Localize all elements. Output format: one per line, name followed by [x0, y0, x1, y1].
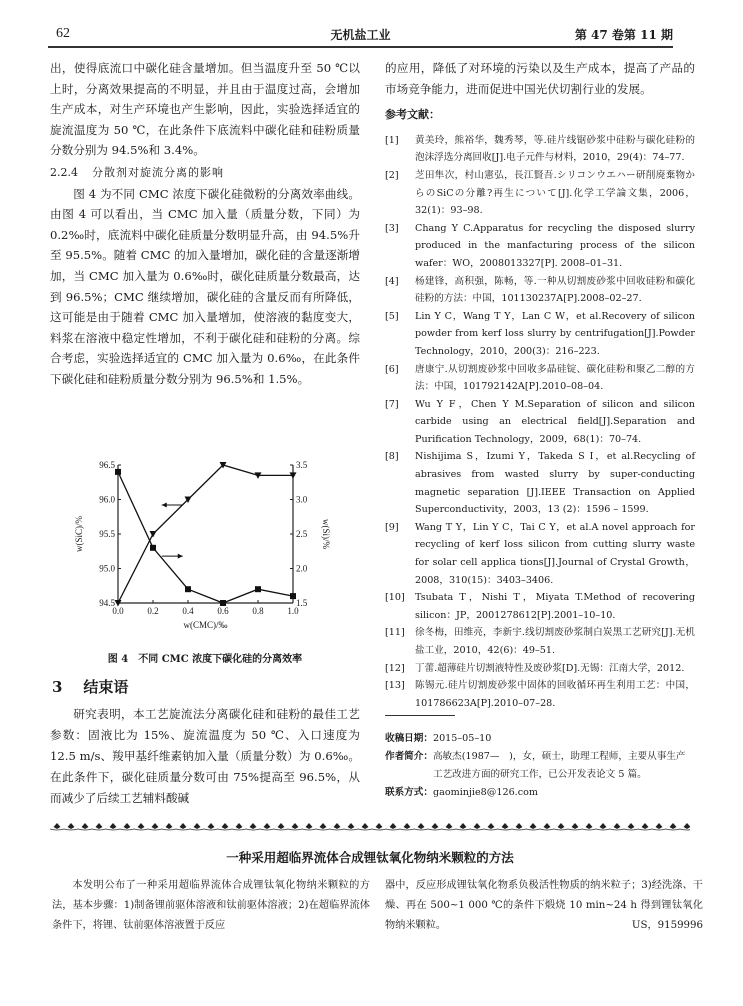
divider-ornament-icon: [334, 823, 341, 829]
divider-ornament-icon: [432, 823, 439, 829]
divider-ornament-icon: [138, 823, 145, 829]
reference-text: 唐康宁.从切割废砂浆中回收多晶硅锭、碳化硅粉和聚乙二醇的方法：中国，101792142A[P].2010–08–04.: [415, 363, 695, 393]
reference-number: [13]: [385, 680, 405, 692]
left-arrow-head-icon: [162, 503, 167, 508]
reference-item: [385, 167, 695, 220]
divider-wave: [50, 829, 690, 830]
reference-item: [385, 448, 695, 518]
contact-email[interactable]: gaominjie8@126.com: [432, 787, 538, 798]
patent-text-right: [385, 876, 703, 936]
y-left-tick-label: 95.0: [99, 563, 115, 574]
article-metadata: [385, 730, 695, 802]
x-tick-label: 0.4: [182, 606, 194, 616]
body-paragraph: 图 4 为不同 CMC 浓度下碳化硅微粉的分离效率曲线。由图 4 可以看出，当 CMC 加入量（质量分数，下同）为 0.2‰时，底流料中碳化硅质量分数明显升高，由 94.5%升至 95.5%。随着 CMC 的加入量增加，碳化硅的含量逐渐增加，当 CMC 加入量为 0.6‰时，碳化硅质量分数最高，达到 96.5%；CMC 继续增加，碳化硅的含量反而有所降低，这可能是由于随着 CMC 加入量增加，使溶液的黏度变大，料浆在溶液中稳定性增加，不利于碳化硅和硅粉的分离。综合考虑，实验选择适宜的 CMC 加入量为 0.6‰，在此条件下碳化硅和硅粉质量分数分别为 96.5%和 1.5%。: [50, 186, 360, 386]
series-line-si: [118, 472, 293, 603]
reference-text: Lin Y C，Wang T Y，Lan C W，et al.Recovery of silicon powder from kerf loss slurry by centrifugation[J].Powder Technology，2010，200(3)：216–223.: [415, 310, 695, 357]
divider-ornament-icon: [306, 823, 313, 829]
figure-4-chart: [50, 455, 360, 655]
patent-text-left: 本发明公布了一种采用超临界流体合成锂钛氧化物纳米颗粒的方法，基本步骤：1)制备锂前驱体溶液和钛前驱体溶液；2)在超临界流体条件下，将锂、钛前驱体溶液置于反应: [52, 880, 370, 931]
left-column: [50, 58, 360, 390]
divider-ornament-icon: [376, 823, 383, 829]
divider-ornament-icon: [264, 823, 271, 829]
divider-ornament-icon: [362, 823, 369, 829]
divider-ornament-icon: [54, 823, 61, 829]
patent-text-right-body: 器中，反应形成锂钛氧化物系负极活性物质的纳米粒子；3)经洗涤、干燥、再在 500~1 000 ℃的条件下煅烧 10 min~24 h 得到锂钛氧化物纳米颗粒。: [385, 880, 703, 931]
divider-ornament-icon: [586, 823, 593, 829]
divider-ornament-icon: [68, 823, 75, 829]
divider-ornament-icon: [600, 823, 607, 829]
x-axis-label: w(CMC)/‰: [183, 620, 228, 630]
reference-text: 黄美玲，熊裕华，魏秀琴，等.硅片线锯砂浆中硅粉与碳化硅粉的泡沫浮选分离回收[J].电子元件与材料，2010，29(4)：74–77.: [415, 134, 695, 164]
reference-text: Wu Y F，Chen Y M.Separation of silicon and silicon carbide using an electrical field[J].Separation and Purification Technology，2009，68(1)：70–74.: [415, 398, 695, 445]
reference-text: 陈锡元.硅片切割废砂浆中固体的回收循环再生利用工艺：中国，101786623A[P].2010–07–28.: [415, 680, 695, 709]
y-right-tick-label: 2.0: [296, 563, 308, 574]
divider-ornament-icon: [418, 823, 425, 829]
reference-number: [12]: [385, 662, 405, 674]
divider-ornament-icon: [670, 823, 677, 829]
contact-info: 联系方式：gaominjie8@126.com: [385, 787, 538, 798]
divider-ornament-icon: [474, 823, 481, 829]
divider-ornament-icon: [628, 823, 635, 829]
author-bio: 作者简介：高敏杰(1987— )，女，硕士，助理工程师，主要从事生产: [385, 751, 686, 762]
y-left-tick-label: 94.5: [99, 598, 115, 608]
data-point-sic: [150, 531, 157, 538]
figure-caption: 图 4 不同 CMC 浓度下碳化硅的分离效率: [107, 654, 303, 665]
reference-text: 芝田隼次，村山憲弘，長江賢吾.シリコンウエハー研削廃棄物からのSiCの分離?再生について[J].化学工学論文集，2006，32(1)：93–98.: [415, 169, 695, 217]
reference-number: [4]: [385, 275, 399, 287]
reference-text: Chang Y C.Apparatus for recycling the disposed slurry produced in the manfacturing process of the silicon wafer：WO，2008013327[P]. 2008–01–31.: [415, 222, 695, 269]
reference-text: Wang T Y，Lin Y C，Tai C Y，et al.A novel approach for recycling of kerf loss silicon from cutting slurry waste for solar cell applica tions[J].Journal of Crystal Growth，2008，310(15)：3403–3406.: [415, 521, 695, 586]
data-point-si: [255, 586, 261, 592]
x-tick-label: 0.0: [112, 606, 124, 616]
divider-ornament-icon: [320, 823, 327, 829]
y-left-tick-label: 95.5: [99, 529, 115, 539]
x-tick-label: 1.0: [287, 606, 299, 616]
reference-number: [7]: [385, 398, 399, 410]
journal-name: 无机盐工业: [330, 28, 391, 42]
section-number: 3: [52, 678, 63, 696]
divider-ornament-icon: [656, 823, 663, 829]
body-paragraph: 出，使得底流口中碳化硅含量增加。但当温度升至 50 ℃以上时，分离效果提高的不明显，并且由于温度过高，会增加生产成本，对生产环境也产生影响，因此，实验选择适宜的旋流温度为 50 ℃，在此条件下底流料中碳化硅和硅粉质量分数分别为 94.5%和 3.4%。: [50, 61, 360, 158]
reference-item: [385, 519, 695, 589]
reference-number: [9]: [385, 521, 399, 533]
x-tick-label: 0.2: [147, 606, 159, 616]
divider-ornament-icon: [110, 823, 117, 829]
divider-ornament-icon: [516, 823, 523, 829]
divider-ornament-icon: [82, 823, 89, 829]
decorative-divider: [50, 822, 690, 832]
footnote-rule: [385, 715, 455, 716]
reference-item: [385, 308, 695, 361]
reference-item: [385, 132, 695, 167]
reference-item: [385, 273, 695, 308]
section-title: 结束语: [83, 678, 129, 696]
divider-ornament-icon: [390, 823, 397, 829]
reference-text: 徐冬梅，田维亮，李新宇.线切割废砂浆制白炭黑工艺研究[J].无机盐工业，2010，42(6)：49–51.: [415, 627, 695, 656]
data-point-si: [115, 469, 121, 475]
body-paragraph: 的应用，降低了对环境的污染以及生产成本，提高了产品的市场竞争能力，进而促进中国光伏切割行业的发展。: [385, 61, 695, 96]
data-point-si: [220, 600, 226, 606]
reference-item: [385, 660, 695, 678]
divider-ornament-icon: [404, 823, 411, 829]
x-tick-label: 0.6: [217, 606, 229, 616]
data-point-si: [290, 593, 296, 599]
reference-number: [5]: [385, 310, 399, 322]
y-right-tick-label: 1.5: [296, 598, 308, 608]
divider-ornament-icon: [250, 823, 257, 829]
subsection-title: 分散剂对旋流分离的影响: [92, 165, 224, 179]
divider-ornament-icon: [558, 823, 565, 829]
divider-ornament-icon: [684, 823, 691, 829]
received-date: 收稿日期：2015–05–10: [385, 733, 492, 744]
divider-ornament-icon: [460, 823, 467, 829]
reference-text: Tsubata T，Nishi T，Miyata T.Method of recovering silicon：JP，2001278612[P].2001–10–10.: [415, 592, 695, 621]
reference-number: [10]: [385, 592, 405, 604]
patent-number: US，9159996: [631, 920, 703, 931]
reference-number: [8]: [385, 451, 399, 463]
reference-text: 杨建锋，高积强，陈畅，等.一种从切割废砂浆中回收硅粉和碳化硅粉的方法：中国，101130237A[P].2008–02–27.: [415, 275, 695, 305]
subsection-heading: [50, 163, 360, 184]
reference-list: [385, 132, 695, 713]
header-rule: [48, 46, 673, 48]
divider-ornament-icon: [124, 823, 131, 829]
reference-number: [2]: [385, 169, 399, 181]
divider-ornament-icon: [292, 823, 299, 829]
divider-ornament-icon: [236, 823, 243, 829]
divider-ornament-icon: [544, 823, 551, 829]
divider-ornament-icon: [348, 823, 355, 829]
divider-ornament-icon: [152, 823, 159, 829]
divider-ornament-icon: [614, 823, 621, 829]
data-point-si: [150, 545, 156, 551]
divider-ornament-icon: [530, 823, 537, 829]
reference-item: [385, 589, 695, 624]
patent-title: 一种采用超临界流体合成锂钛氧化物纳米颗粒的方法: [226, 850, 514, 865]
section-heading: [52, 676, 128, 697]
reference-number: [3]: [385, 222, 399, 234]
reference-number: [1]: [385, 134, 399, 146]
divider-ornament-icon: [180, 823, 187, 829]
reference-number: [6]: [385, 363, 399, 375]
subsection-number: 2.2.4: [50, 165, 78, 179]
reference-item: [385, 396, 695, 449]
divider-ornament-icon: [96, 823, 103, 829]
divider-ornament-icon: [194, 823, 201, 829]
reference-item: [385, 624, 695, 659]
reference-item: [385, 361, 695, 396]
right-arrow-head-icon: [178, 554, 183, 559]
data-point-si: [185, 586, 191, 592]
divider-ornament-icon: [166, 823, 173, 829]
reference-text: 丁蕾.超薄硅片切割液特性及废砂浆[D].无锡：江南大学，2012.: [415, 662, 685, 674]
references-title: 参考文献：: [385, 108, 440, 122]
reference-item: [385, 677, 695, 712]
y-axis-label-right: w(Si)/%: [321, 519, 331, 549]
y-axis-label-left: w(SiC)/%: [74, 516, 84, 552]
y-left-tick-label: 96.0: [99, 494, 115, 505]
divider-ornament-icon: [278, 823, 285, 829]
reference-item: [385, 220, 695, 273]
y-right-tick-label: 3.0: [296, 494, 308, 505]
reference-number: [11]: [385, 627, 405, 639]
right-column: [385, 58, 695, 712]
author-bio-cont: 工艺改进方面的研究工作，已公开发表论文 5 篇。: [433, 769, 647, 780]
y-right-tick-label: 2.5: [296, 529, 308, 539]
divider-ornament-icon: [222, 823, 229, 829]
running-header: [48, 22, 673, 46]
volume-issue: 第 47 卷第 11 期: [574, 28, 673, 42]
x-tick-label: 0.8: [252, 606, 264, 616]
page-number: 62: [56, 26, 70, 41]
series-line-sic: [118, 465, 293, 603]
divider-ornament-icon: [642, 823, 649, 829]
y-left-tick-label: 96.5: [99, 460, 115, 470]
divider-ornament-icon: [208, 823, 215, 829]
divider-ornament-icon: [502, 823, 509, 829]
divider-ornament-icon: [488, 823, 495, 829]
divider-ornament-icon: [446, 823, 453, 829]
divider-ornament-icon: [572, 823, 579, 829]
reference-text: Nishijima S，Izumi Y，Takeda S I，et al.Recycling of abrasives from wasted slurry by super-conducting magnetic separation [J].IEEE Transaction on Applied Superconductivity，2003，13 (2)：1596 – 1599.: [415, 451, 695, 516]
y-right-tick-label: 3.5: [296, 460, 308, 470]
conclusion-paragraph: 研究表明，本工艺旋流法分离碳化硅和硅粉的最佳工艺参数：固液比为 15%、旋流温度为 50 ℃、入口速度为 12.5 m/s、羧甲基纤维素钠加入量（质量分数）为 0.6‰。在此条件下，碳化硅质量分数可由 75%提高至 96.5%，从而减少了后续工艺辅料酸碱: [50, 707, 360, 805]
